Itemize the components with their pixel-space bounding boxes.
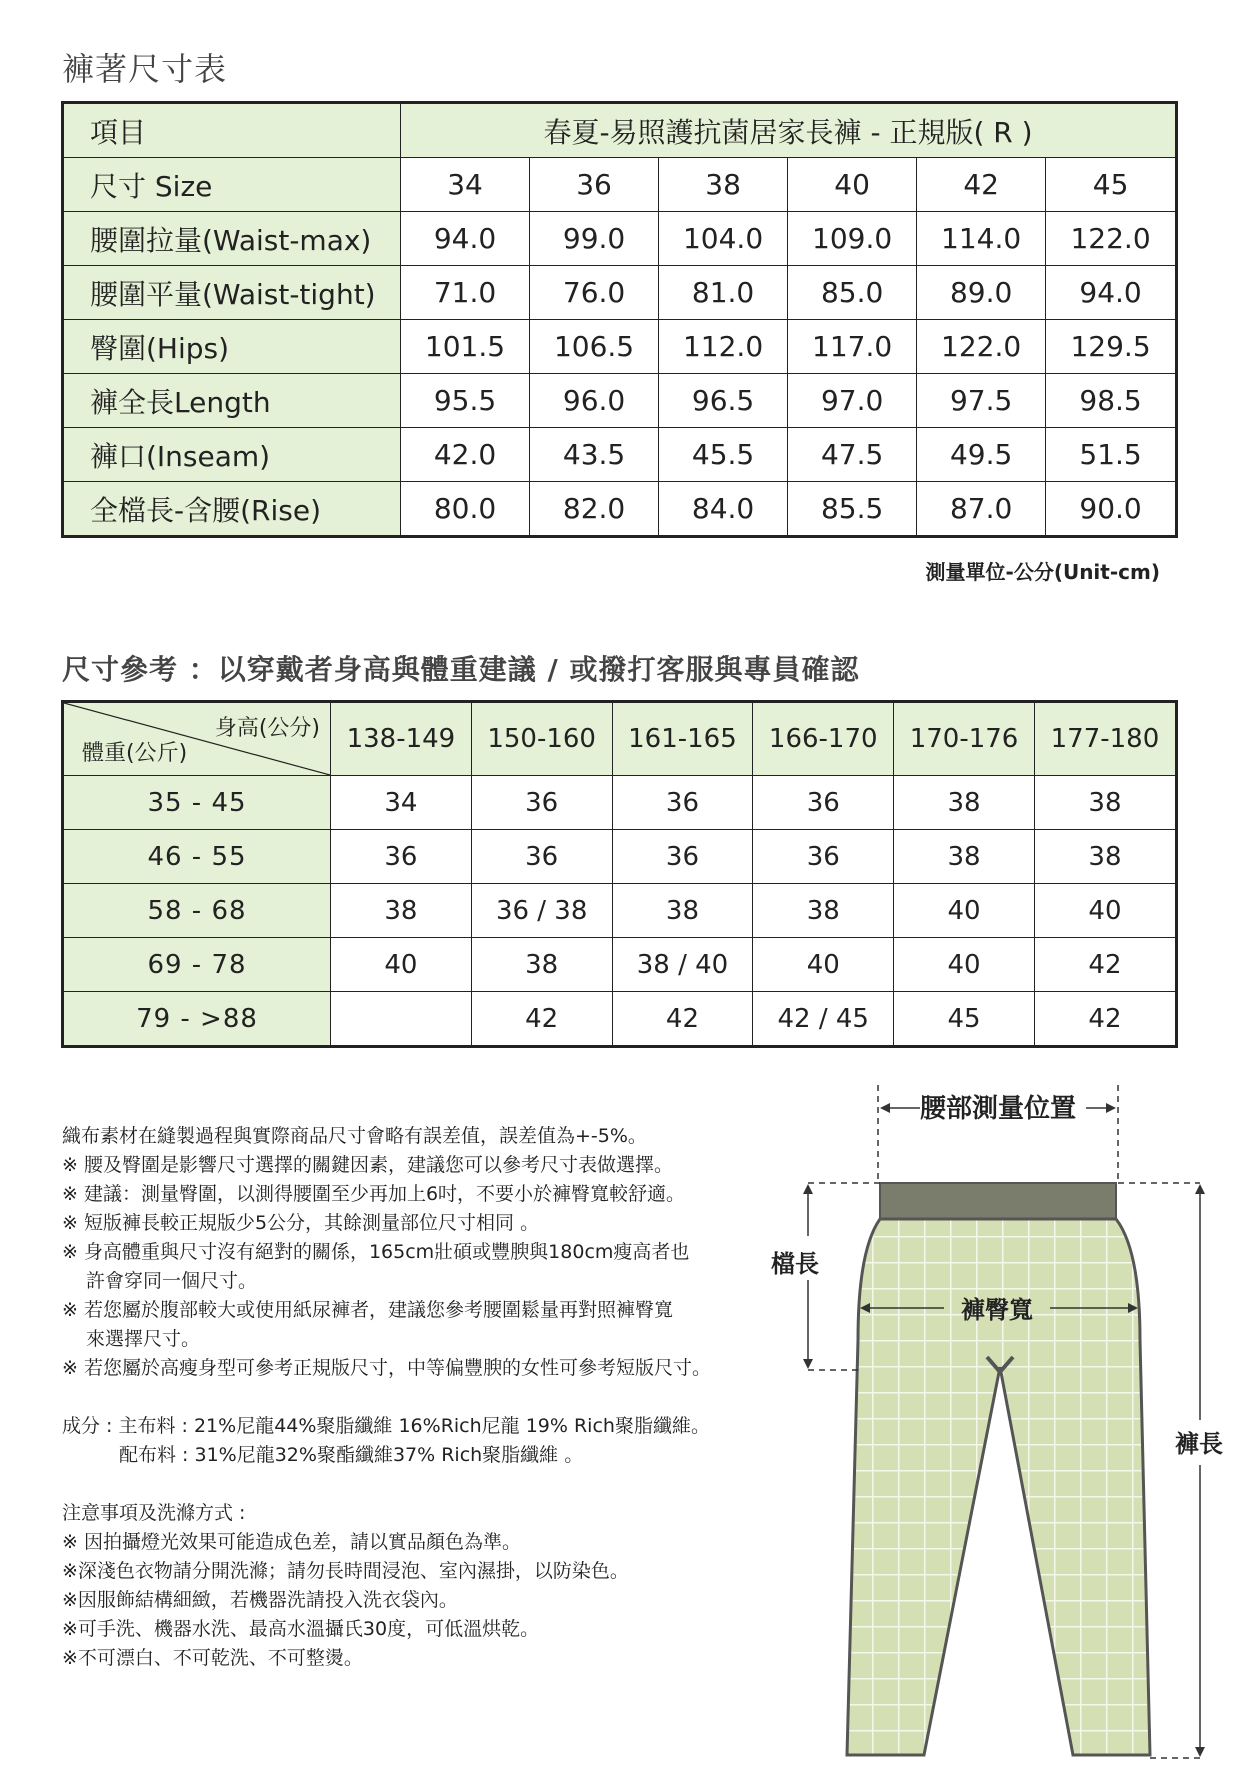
height-header: 150-160 [471, 702, 612, 776]
table-cell: 40 [1034, 884, 1176, 938]
material-line: 配布料 : 31%尼龍32%聚酯纖維37% Rich聚脂纖維 。 [119, 1444, 584, 1466]
table-cell: 85.5 [788, 482, 917, 537]
table-row [63, 830, 1177, 884]
table-cell: 82.0 [530, 482, 659, 537]
size-row [63, 158, 1177, 212]
table-cell: 112.0 [659, 320, 788, 374]
table-row [63, 482, 1177, 537]
table-row [63, 884, 1177, 938]
table-cell: 51.5 [1046, 428, 1177, 482]
weight-range: 58 - 68 [63, 884, 331, 938]
table-cell: 109.0 [788, 212, 917, 266]
table-cell: 76.0 [530, 266, 659, 320]
table-cell: 36 [331, 830, 472, 884]
notes-block [62, 1122, 752, 1673]
table-cell: 89.0 [917, 266, 1046, 320]
table-cell: 36 [612, 830, 753, 884]
weight-range: 79 - >88 [63, 992, 331, 1047]
unit-note: 測量單位-公分(Unit-cm) [925, 560, 1160, 584]
table-cell: 117.0 [788, 320, 917, 374]
care-item: ※ 因拍攝燈光效果可能造成色差，請以實品顏色為準。 [62, 1531, 521, 1553]
waistband [880, 1183, 1116, 1219]
table-cell: 36 / 38 [471, 884, 612, 938]
note-line: 來選擇尺寸。 [86, 1328, 201, 1350]
row-label: 褲全長Length [63, 374, 401, 428]
table-cell: 98.5 [1046, 374, 1177, 428]
table-cell: 101.5 [401, 320, 530, 374]
table-cell: 87.0 [917, 482, 1046, 537]
table-cell: 47.5 [788, 428, 917, 482]
note-line: ※ 腰及臀圍是影響尺寸選擇的關鍵因素，建議您可以參考尺寸表做選擇。 [62, 1154, 673, 1176]
care-item: ※可手洗、機器水洗、最高水溫攝氏30度，可低溫烘乾。 [62, 1618, 540, 1640]
table-row [63, 992, 1177, 1047]
table-cell: 42 [1034, 992, 1176, 1047]
care-item: ※不可漂白、不可乾洗、不可整燙。 [62, 1647, 363, 1669]
product-name: 春夏-易照護抗菌居家長褲 - 正規版( R ) [401, 103, 1177, 158]
table-cell: 38 [331, 884, 472, 938]
table-row [63, 374, 1177, 428]
table-cell: 38 [894, 830, 1035, 884]
table-cell: 71.0 [401, 266, 530, 320]
table-cell: 43.5 [530, 428, 659, 482]
table-cell: 80.0 [401, 482, 530, 537]
note-line: ※ 若您屬於高瘦身型可參考正規版尺寸，中等偏豐腴的女性可參考短版尺寸。 [62, 1357, 711, 1379]
row-label: 臀圍(Hips) [63, 320, 401, 374]
table-cell: 94.0 [1046, 266, 1177, 320]
size-cell: 45 [1046, 158, 1177, 212]
table-cell: 45.5 [659, 428, 788, 482]
table-cell: 38 [612, 884, 753, 938]
section-title: 尺寸參考 ：以穿戴者身高與體重建議 / 或撥打客服與專員確認 [62, 653, 860, 686]
note-line: ※ 若您屬於腹部較大或使用紙尿褲者，建議您參考腰圍鬆量再對照褲臀寬 [62, 1299, 673, 1321]
table-cell: 40 [894, 938, 1035, 992]
table-cell: 90.0 [1046, 482, 1177, 537]
table-row [63, 776, 1177, 830]
table-cell: 129.5 [1046, 320, 1177, 374]
care-item: ※深淺色衣物請分開洗滌；請勿長時間浸泡、室內濕掛，以防染色。 [62, 1560, 629, 1582]
weight-range: 35 - 45 [63, 776, 331, 830]
table-cell: 38 [894, 776, 1035, 830]
table-cell: 81.0 [659, 266, 788, 320]
size-label: 尺寸 Size [63, 158, 401, 212]
weight-range: 46 - 55 [63, 830, 331, 884]
table-cell: 49.5 [917, 428, 1046, 482]
care-title: 注意事項及洗滌方式 : [62, 1502, 246, 1524]
table-cell: 45 [894, 992, 1035, 1047]
rise-label: 檔長 [771, 1250, 819, 1278]
height-header: 138-149 [331, 702, 472, 776]
table-row [63, 938, 1177, 992]
table-cell: 95.5 [401, 374, 530, 428]
material-line: 成分 : 主布料 : 21%尼龍44%聚脂纖維 16%Rich尼龍 19% Rich聚脂纖維。 [62, 1415, 710, 1437]
table-cell: 40 [331, 938, 472, 992]
material-block [62, 1412, 752, 1470]
weight-range: 69 - 78 [63, 938, 331, 992]
table-cell: 106.5 [530, 320, 659, 374]
height-header: 177-180 [1034, 702, 1176, 776]
row-label: 腰圍平量(Waist-tight) [63, 266, 401, 320]
table-cell: 122.0 [1046, 212, 1177, 266]
weight-label: 體重(公斤) [82, 741, 188, 766]
note-line: ※ 身高體重與尺寸沒有絕對的關係，165cm壯碩或豐腴與180cm瘦高者也 [62, 1241, 690, 1263]
size-cell: 36 [530, 158, 659, 212]
table-cell: 38 [471, 938, 612, 992]
table-cell: 97.0 [788, 374, 917, 428]
table-cell: 36 [612, 776, 753, 830]
item-header: 項目 [63, 103, 401, 158]
table-cell: 38 [753, 884, 894, 938]
height-label: 身高(公分) [214, 716, 320, 741]
note-line: 織布素材在縫製過程與實際商品尺寸會略有誤差值，誤差值為+-5%。 [62, 1125, 647, 1147]
size-cell: 40 [788, 158, 917, 212]
table-cell: 96.0 [530, 374, 659, 428]
page-title: 褲著尺寸表 [62, 50, 228, 88]
table-cell: 84.0 [659, 482, 788, 537]
table-cell: 38 [1034, 830, 1176, 884]
table-cell: 114.0 [917, 212, 1046, 266]
table-cell: 40 [753, 938, 894, 992]
table-cell: 85.0 [788, 266, 917, 320]
table-row [63, 212, 1177, 266]
waist-label: 腰部測量位置 [919, 1094, 1077, 1124]
table-row [63, 320, 1177, 374]
hip-width-label: 褲臀寬 [961, 1296, 1033, 1324]
table-header-row [63, 103, 1177, 158]
diagonal-header-cell [63, 702, 331, 776]
height-header: 170-176 [894, 702, 1035, 776]
table-row [63, 428, 1177, 482]
reference-table [61, 700, 1178, 1048]
size-cell: 38 [659, 158, 788, 212]
pants-illustration [768, 1080, 1240, 1768]
note-line: ※ 短版褲長較正規版少5公分，其餘測量部位尺寸相同 。 [62, 1212, 540, 1234]
table-cell: 34 [331, 776, 472, 830]
size-cell: 42 [917, 158, 1046, 212]
note-line: 許會穿同一個尺寸。 [86, 1270, 258, 1292]
table-cell: 42 [1034, 938, 1176, 992]
table-cell: 94.0 [401, 212, 530, 266]
table-cell: 38 [1034, 776, 1176, 830]
table-cell: 42 [471, 992, 612, 1047]
table-row [63, 266, 1177, 320]
table-cell: 42 / 45 [753, 992, 894, 1047]
table-cell: 42 [612, 992, 753, 1047]
table-cell: 40 [894, 884, 1035, 938]
table-cell: 36 [471, 830, 612, 884]
table-cell: 36 [471, 776, 612, 830]
table-cell: 122.0 [917, 320, 1046, 374]
table-cell: 96.5 [659, 374, 788, 428]
size-table [61, 101, 1178, 538]
height-header: 166-170 [753, 702, 894, 776]
height-header: 161-165 [612, 702, 753, 776]
size-cell: 34 [401, 158, 530, 212]
length-label: 褲長 [1175, 1430, 1223, 1458]
table-cell: 36 [753, 830, 894, 884]
table-cell: 104.0 [659, 212, 788, 266]
table-cell: 97.5 [917, 374, 1046, 428]
pants-diagram [768, 1080, 1240, 1768]
care-item: ※因服飾結構細緻，若機器洗請投入洗衣袋內。 [62, 1589, 458, 1611]
table-cell: 99.0 [530, 212, 659, 266]
note-line: ※ 建議：測量臀圍，以測得腰圍至少再加上6吋，不要小於褲臀寬較舒適。 [62, 1183, 686, 1205]
table-cell: 36 [753, 776, 894, 830]
row-label: 腰圍拉量(Waist-max) [63, 212, 401, 266]
table-cell [331, 992, 472, 1047]
row-label: 全檔長-含腰(Rise) [63, 482, 401, 537]
row-label: 褲口(Inseam) [63, 428, 401, 482]
table-cell: 38 / 40 [612, 938, 753, 992]
table-cell: 42.0 [401, 428, 530, 482]
table-header-row [63, 702, 1177, 776]
